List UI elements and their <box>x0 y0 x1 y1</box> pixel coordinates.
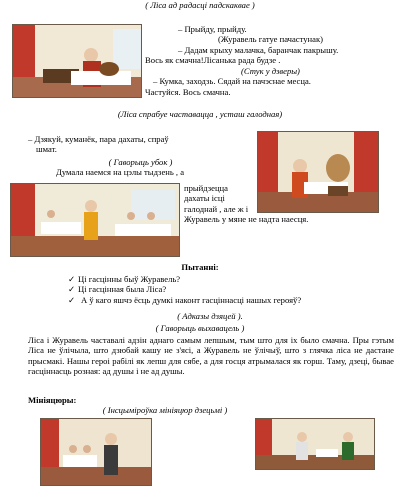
dialogue-line: Думала наемся на цэлы тыдзень , а <box>56 167 185 178</box>
dialogue-block-1 <box>143 24 398 97</box>
top-stage-note: ( Ліса ад радасці падскаквае ) <box>145 0 255 10</box>
stage-direction: (Журавель гатуе пачастунак) <box>217 34 324 45</box>
dialogue-line: прыйдзецца <box>184 183 228 193</box>
dialogue-line: – Дзякуй, куманёк, пара дахаты, спраў <box>28 134 169 144</box>
dialogue-line: шмат. <box>36 144 57 155</box>
photo-crane-cooking <box>12 24 142 98</box>
checkmark-icon: ✓ <box>68 284 76 295</box>
questions-title: Пытанні: <box>181 262 219 272</box>
summary-paragraph: Ліса і Журавель частавалі адзін аднаго самым лепшым, тым што для іх было смачна. Пры гэтым Ліса не ўлічыла, што дзюбай кашу не з'ясі, а Журавель не ўлічыў, што з глячка ліса не дастане прысмакі. Нашы героі рабілі як лепш для сябе, а для госця атрымалася як горш. Таму, дзеці, бывае гасціннасць розная: ад душы і не ад душы. <box>28 335 394 377</box>
dialogue-line: – Прыйду, прыйду. <box>178 24 247 34</box>
photo-children-hall <box>10 183 180 257</box>
miniatures-note: ( Інсцыміроўка мініяцюр дзецьмі ) <box>102 405 228 415</box>
dialogue-block-2-cont <box>184 183 384 225</box>
question-item: ✓ Ці гасцінны быў Журавель? <box>68 274 181 284</box>
dialogue-line: Вось як смачна!Лісанька рада будзе . <box>145 55 281 66</box>
dialogue-line: Частуйся. Вось смачна. <box>145 86 231 97</box>
question-item: ✓ Ці гасцінная была Ліса? <box>68 284 167 295</box>
photo-miniature-1 <box>40 418 152 486</box>
checkmark-icon: ✓ <box>68 294 76 305</box>
question-item: ✓ А ў каго яшчэ ёсць думкі наконт гасціннасці нашых герояў? <box>68 294 302 305</box>
dialogue-line: галоднай , але ж і <box>184 203 249 214</box>
summary-note: ( Гаворыць выхавацель ) <box>155 323 245 333</box>
dialogue-line: дахаты ісці <box>184 193 225 204</box>
questions-list <box>68 274 398 305</box>
dialogue-line: – Кумка, заходзь. Сядай на пачэснае месца. <box>153 76 311 87</box>
photo-miniature-2 <box>255 418 375 470</box>
dialogue-line: – Дадам крыху малачка, баранчак пакрышу. <box>178 44 339 55</box>
dialogue-line: Журавель у мяне не надта наесця. <box>184 214 309 225</box>
dialogue-block-2 <box>28 134 253 178</box>
answers-note: ( Адказы дзяцей ). <box>177 311 243 321</box>
miniatures-title: Мініяцюры: <box>28 395 77 405</box>
stage-direction-fox-hungry: (Ліса спрабуе частавацца , усташ галодная) <box>117 109 283 119</box>
stage-direction: ( Гаворыць убок ) <box>108 156 173 167</box>
checkmark-icon: ✓ <box>68 274 76 284</box>
stage-direction: (Стук у дзверы) <box>241 65 300 76</box>
